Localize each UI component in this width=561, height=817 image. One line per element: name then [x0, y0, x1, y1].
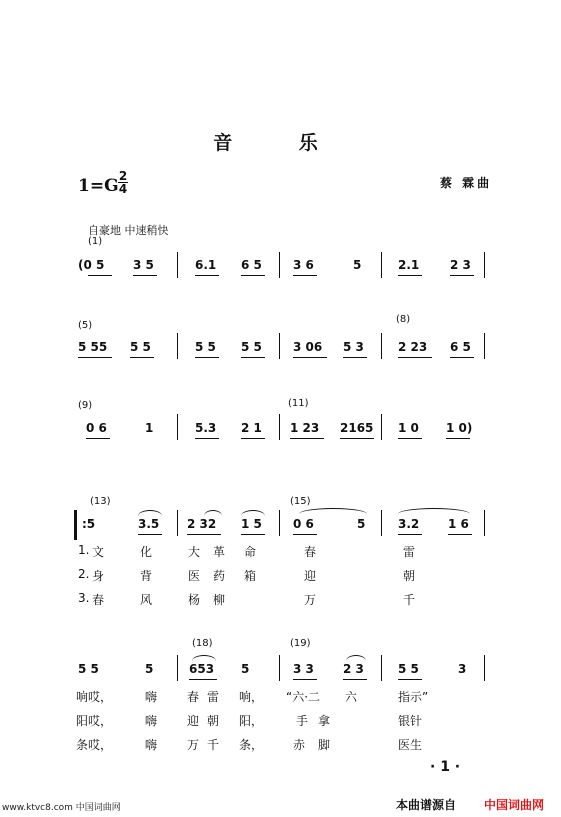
note-group: 3 6 [293, 258, 314, 272]
measure-number: (5) [78, 320, 93, 331]
note-group: 3 3 [293, 662, 314, 676]
note-group: 6.1 [195, 258, 217, 272]
lyric-syllable: 雷 [207, 690, 220, 704]
bar-line [484, 333, 485, 359]
note-group: 1 6 [448, 517, 469, 531]
page-number: · 1 · [430, 759, 461, 775]
lyric-syllable: 条哎， [76, 738, 113, 752]
key-signature: 1=G [78, 176, 119, 196]
bar-line [381, 655, 382, 681]
footer-source-label: 本曲谱源自 [396, 798, 457, 812]
lyric-syllable: 雷 [403, 545, 416, 559]
bar-line [279, 333, 280, 359]
lyric-syllable: 大 [188, 545, 201, 559]
lyric-syllable: 六 [345, 690, 358, 704]
note-group: 5 3 [343, 340, 364, 354]
measure-number: (18) [192, 638, 213, 649]
note-group: 5.3 [195, 421, 217, 435]
note-group: 3 [458, 662, 467, 676]
lyric-syllable: 赤 [293, 738, 306, 752]
bar-line [279, 414, 280, 440]
bar-line [279, 510, 280, 536]
bar-line [381, 510, 382, 536]
bar-line [177, 333, 178, 359]
lyric-syllable: 脚 [318, 738, 331, 752]
lyric-syllable: 药 [213, 569, 226, 583]
bar-line [279, 252, 280, 278]
lyric-syllable: 朝 [207, 714, 220, 728]
measure-number: (9) [78, 400, 93, 411]
bar-line [177, 414, 178, 440]
note-group: :5 [82, 517, 96, 531]
note-group: 3.2 [398, 517, 420, 531]
measure-number: (8) [396, 314, 411, 325]
note-group: (0 5 [78, 258, 105, 272]
note-group: 6 5 [241, 258, 262, 272]
note-group: 2 3 [450, 258, 471, 272]
measure-number: (11) [288, 398, 309, 409]
note-group: 3 5 [133, 258, 154, 272]
note-group: 2165 [340, 421, 374, 435]
note-group: 1 [145, 421, 154, 435]
lyric-syllable: 拿 [318, 714, 331, 728]
meter-top: 2 [118, 169, 128, 183]
lyric-syllable: 命 [244, 545, 257, 559]
tempo-marking: 自豪地 中速稍快 [88, 224, 169, 237]
note-group: 1 23 [290, 421, 320, 435]
note-group: 5 [353, 258, 362, 272]
note-group: 5 [241, 662, 250, 676]
page-title: 音 乐 [213, 132, 348, 154]
lyric-syllable: 春 [304, 545, 317, 559]
footer-watermark[interactable]: www.ktvc8.com 中国词曲网 [2, 803, 121, 813]
note-group: 1 0) [446, 421, 473, 435]
lyric-syllable: 迎 [187, 714, 200, 728]
bar-line [177, 510, 178, 536]
lyric-syllable: 箱 [244, 569, 257, 583]
note-group: 5 5 [195, 340, 216, 354]
note-group: 1 0 [398, 421, 419, 435]
note-group: 653 [189, 662, 215, 676]
bar-line [484, 655, 485, 681]
lyric-syllable: 条， [239, 738, 264, 752]
bar-line [177, 655, 178, 681]
lyric-syllable: 杨 [188, 593, 201, 607]
lyric-syllable: 千 [403, 593, 416, 607]
verse-number: 3. [78, 591, 90, 605]
lyric-syllable: 医生 [398, 738, 423, 752]
lyric-syllable: 风 [140, 593, 153, 607]
note-group: 2 23 [398, 340, 428, 354]
note-group: 5 [357, 517, 366, 531]
note-group: 2 3 [343, 662, 364, 676]
note-group: 5 5 [130, 340, 151, 354]
note-group: 5 5 [78, 662, 99, 676]
lyric-syllable: 春 [187, 690, 200, 704]
note-group: 2 1 [241, 421, 262, 435]
measure-number: (19) [290, 638, 311, 649]
lyric-syllable: 嗨 [145, 714, 158, 728]
lyric-syllable: 响哎， [76, 690, 113, 704]
lyric-syllable: 柳 [213, 593, 226, 607]
note-group: 3.5 [138, 517, 160, 531]
lyric-syllable: 医 [188, 569, 201, 583]
bar-line [381, 252, 382, 278]
repeat-bar [74, 510, 77, 540]
measure-number: (15) [290, 496, 311, 507]
note-group: 0 6 [293, 517, 314, 531]
verse-number: 1. [78, 543, 90, 557]
lyric-syllable: 朝 [403, 569, 416, 583]
lyric-syllable: 化 [140, 545, 153, 559]
note-group: 1 5 [241, 517, 262, 531]
composer-credit: 蔡 霖曲 [440, 176, 493, 190]
note-group: 3 06 [293, 340, 323, 354]
lyric-syllable: 阳哎， [76, 714, 113, 728]
note-group: 2 32 [187, 517, 217, 531]
lyric-syllable: 春 [92, 593, 105, 607]
note-group: 2.1 [398, 258, 420, 272]
lyric-syllable: 迎 [304, 569, 317, 583]
note-group: 6 5 [450, 340, 471, 354]
bar-line [484, 252, 485, 278]
lyric-syllable: 万 [304, 593, 317, 607]
lyric-syllable: 银针 [398, 714, 423, 728]
lyric-syllable: 手 [296, 714, 309, 728]
lyric-syllable: 阳， [239, 714, 264, 728]
note-group: 5 [145, 662, 154, 676]
bar-line [279, 655, 280, 681]
bar-line [484, 510, 485, 536]
measure-number: (13) [90, 496, 111, 507]
lyric-syllable: 嗨 [145, 690, 158, 704]
lyric-syllable: 嗨 [145, 738, 158, 752]
meter-bottom: 4 [118, 182, 128, 196]
lyric-syllable: 文 [92, 545, 105, 559]
bar-line [381, 333, 382, 359]
time-signature [118, 170, 128, 195]
footer-brand-link[interactable]: 中国词曲网 [484, 798, 545, 812]
bar-line [381, 414, 382, 440]
measure-number: (1) [88, 236, 103, 247]
lyric-syllable: 指示” [398, 690, 429, 704]
lyric-syllable: 背 [140, 569, 153, 583]
lyric-syllable: 万 [187, 738, 200, 752]
lyric-syllable: 革 [213, 545, 226, 559]
bar-line [177, 252, 178, 278]
lyric-syllable: 响， [239, 690, 264, 704]
note-group: 5 55 [78, 340, 108, 354]
note-group: 5 5 [241, 340, 262, 354]
note-group: 5 5 [398, 662, 419, 676]
verse-number: 2. [78, 567, 90, 581]
lyric-syllable: 身 [92, 569, 105, 583]
note-group: 0 6 [86, 421, 107, 435]
lyric-syllable: “六·二 [286, 690, 321, 704]
lyric-syllable: 千 [207, 738, 220, 752]
